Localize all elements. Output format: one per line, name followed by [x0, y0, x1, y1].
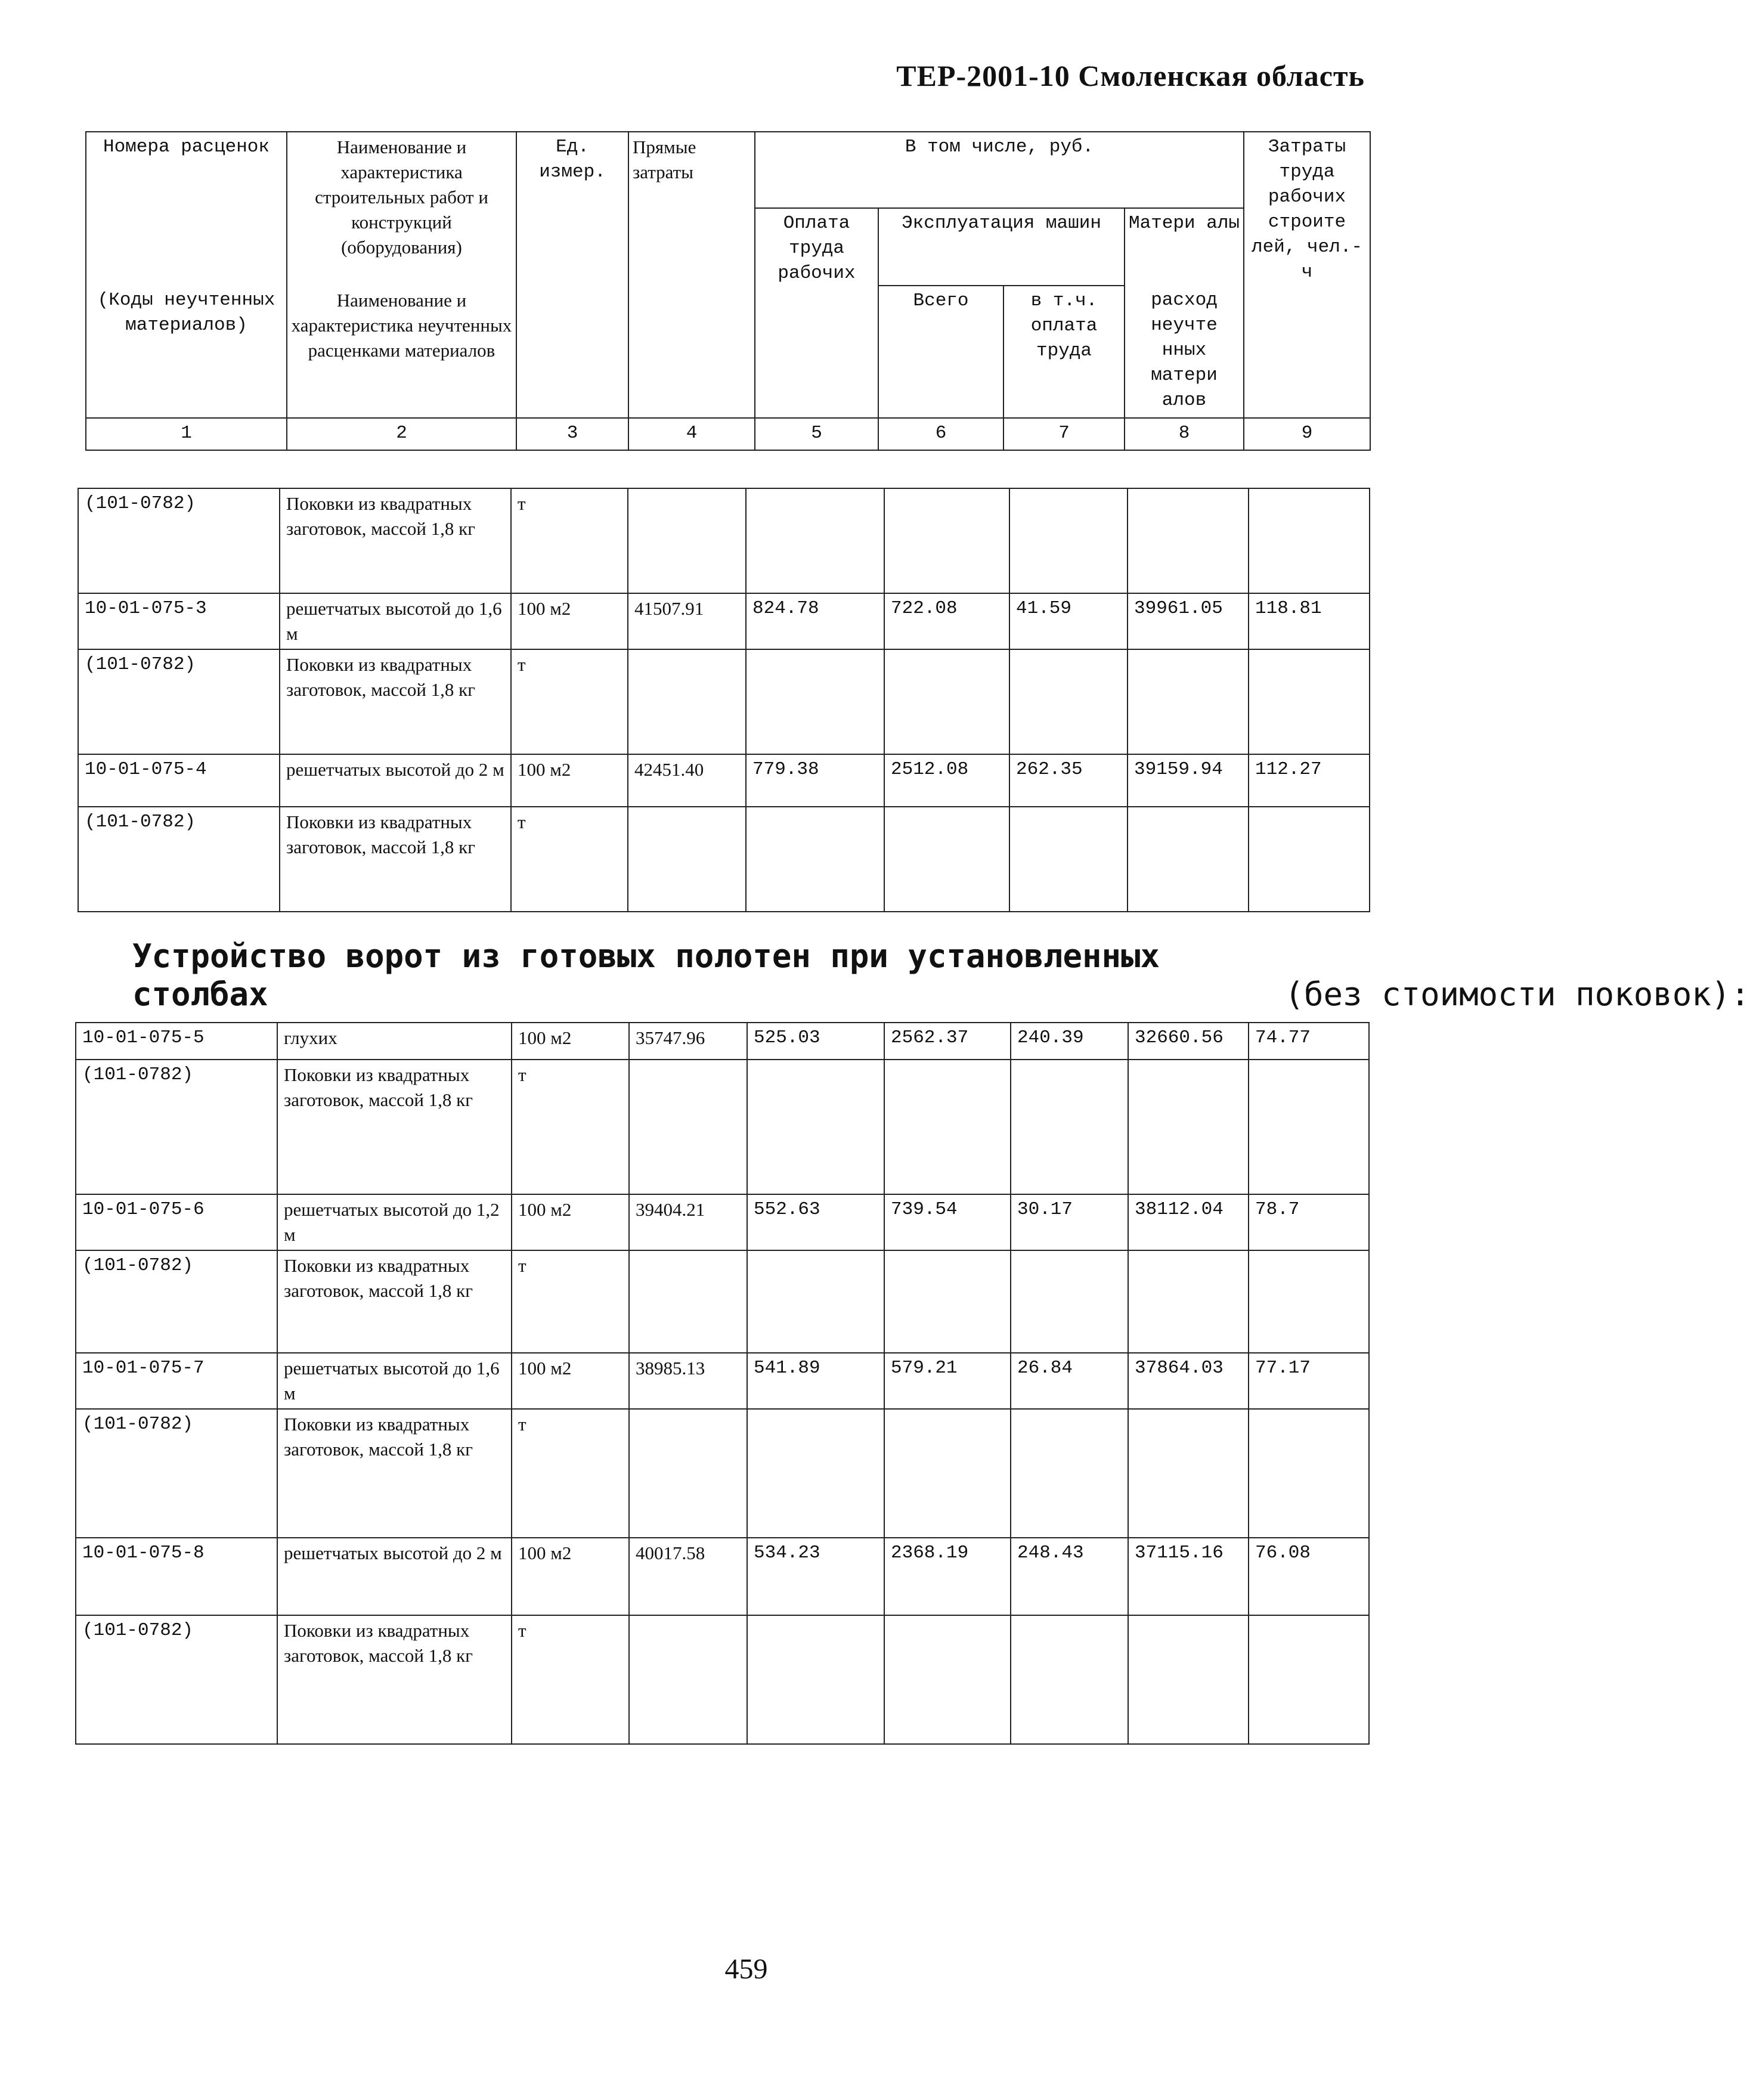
- section-title: [132, 937, 1750, 1014]
- table-row: [76, 1409, 1369, 1538]
- table-row: [78, 488, 1370, 593]
- row-machines: [884, 488, 1009, 593]
- row-materials: [1128, 1409, 1249, 1538]
- rates-table-2: [75, 1022, 1370, 1745]
- row-code: (101-0782): [78, 807, 280, 912]
- row-direct: 35747.96: [629, 1023, 747, 1060]
- row-hours: [1249, 649, 1370, 754]
- row-materials: 39961.05: [1128, 593, 1249, 649]
- row-unit: 100 м2: [512, 1353, 629, 1409]
- row-hours: 112.27: [1249, 754, 1370, 807]
- header-code-label: Номера расценок: [86, 132, 287, 208]
- row-code: (101-0782): [76, 1615, 277, 1744]
- row-machines: [884, 1060, 1011, 1194]
- header-direct-costs-label: Прямые затраты: [628, 132, 755, 418]
- row-unit: 100 м2: [512, 1023, 629, 1060]
- table-row: [76, 1194, 1369, 1250]
- header-unaccounted-codes-label: (Коды неучтенных материалов): [86, 286, 287, 418]
- row-materials: [1128, 807, 1249, 912]
- column-number: 8: [1125, 418, 1244, 450]
- row-machines-labor: 248.43: [1011, 1538, 1128, 1615]
- row-hours: [1249, 1060, 1369, 1194]
- header-group-label: В том числе, руб.: [755, 132, 1244, 208]
- row-materials: 32660.56: [1128, 1023, 1249, 1060]
- row-machines: 739.54: [884, 1194, 1011, 1250]
- page-header-title: ТЕР-2001-10 Смоленская область: [896, 59, 1365, 92]
- row-unit: 100 м2: [512, 1538, 629, 1615]
- row-unit: т: [511, 649, 628, 754]
- row-unit: т: [511, 807, 628, 912]
- row-materials: 39159.94: [1128, 754, 1249, 807]
- row-code: 10-01-075-4: [78, 754, 280, 807]
- row-labor: [747, 1409, 884, 1538]
- rates-table-1: [78, 488, 1370, 912]
- row-name: решетчатых высотой до 1,6 м: [280, 593, 511, 649]
- column-number: 6: [878, 418, 1003, 450]
- row-code: (101-0782): [76, 1060, 277, 1194]
- row-labor: [746, 807, 884, 912]
- column-number: 4: [628, 418, 755, 450]
- header-machines-total-label: Всего: [878, 286, 1003, 418]
- row-direct: [629, 1615, 747, 1744]
- header-spacer: [86, 208, 287, 286]
- row-unit: т: [512, 1060, 629, 1194]
- header-name-label: Наименование и характеристика строительных работ и конструкций (оборудования): [287, 132, 516, 286]
- header-unit-label: Ед. измер.: [516, 132, 628, 418]
- row-direct: 38985.13: [629, 1353, 747, 1409]
- row-machines-labor: 41.59: [1009, 593, 1128, 649]
- table-row: [76, 1250, 1369, 1353]
- row-unit: 100 м2: [511, 593, 628, 649]
- row-labor: 552.63: [747, 1194, 884, 1250]
- row-hours: [1249, 1409, 1369, 1538]
- row-unit: т: [512, 1250, 629, 1353]
- row-labor: 534.23: [747, 1538, 884, 1615]
- row-name: Поковки из квадратных заготовок, массой 1,8 кг: [277, 1060, 512, 1194]
- row-name: Поковки из квадратных заготовок, массой 1,8 кг: [280, 488, 511, 593]
- row-direct: 42451.40: [628, 754, 746, 807]
- row-machines: [884, 1409, 1011, 1538]
- row-machines-labor: [1011, 1615, 1128, 1744]
- table-row: [78, 754, 1370, 807]
- column-header-table: [85, 131, 1371, 451]
- section-title-bold: Устройство ворот из готовых полотен при установленных столбах: [132, 937, 1160, 1013]
- row-unit: 100 м2: [512, 1194, 629, 1250]
- row-name: Поковки из квадратных заготовок, массой 1,8 кг: [280, 649, 511, 754]
- row-unit: т: [512, 1409, 629, 1538]
- row-machines: [884, 1615, 1011, 1744]
- table-row: [78, 807, 1370, 912]
- row-direct: [629, 1409, 747, 1538]
- row-labor: [747, 1615, 884, 1744]
- row-name: Поковки из квадратных заготовок, массой 1,8 кг: [277, 1250, 512, 1353]
- column-number: 7: [1003, 418, 1125, 450]
- header-machines-group-label: Эксплуатация машин: [878, 208, 1125, 286]
- column-number: 1: [86, 418, 287, 450]
- row-code: (101-0782): [78, 488, 280, 593]
- row-machines: 2512.08: [884, 754, 1009, 807]
- row-machines-labor: [1011, 1250, 1128, 1353]
- header-labor-label: Оплата труда рабочих: [755, 208, 878, 418]
- row-machines: 722.08: [884, 593, 1009, 649]
- table-row: [76, 1023, 1369, 1060]
- row-machines-labor: 30.17: [1011, 1194, 1128, 1250]
- row-labor: 541.89: [747, 1353, 884, 1409]
- table-row: [76, 1353, 1369, 1409]
- row-direct: [629, 1060, 747, 1194]
- row-materials: 37864.03: [1128, 1353, 1249, 1409]
- row-machines-labor: [1011, 1409, 1128, 1538]
- row-unit: т: [511, 488, 628, 593]
- row-machines: [884, 1250, 1011, 1353]
- row-code: 10-01-075-6: [76, 1194, 277, 1250]
- row-labor: [747, 1250, 884, 1353]
- row-hours: [1249, 1615, 1369, 1744]
- header-machines-labor-label: в т.ч. оплата труда: [1003, 286, 1125, 418]
- column-number: 3: [516, 418, 628, 450]
- section-title-note: (без стоимости поковок):: [1265, 975, 1750, 1013]
- row-machines-labor: [1009, 649, 1128, 754]
- page-number: 459: [724, 1953, 768, 1985]
- row-labor: [747, 1060, 884, 1194]
- row-machines: 2368.19: [884, 1538, 1011, 1615]
- row-hours: 118.81: [1249, 593, 1370, 649]
- row-name: Поковки из квадратных заготовок, массой 1,8 кг: [277, 1615, 512, 1744]
- row-direct: 41507.91: [628, 593, 746, 649]
- row-code: 10-01-075-3: [78, 593, 280, 649]
- row-direct: 40017.58: [629, 1538, 747, 1615]
- header-unaccounted-materials-label: расход неучте нных матери алов: [1125, 286, 1244, 418]
- row-code: 10-01-075-5: [76, 1023, 277, 1060]
- row-materials: 37115.16: [1128, 1538, 1249, 1615]
- row-hours: [1249, 1250, 1369, 1353]
- table-row: [76, 1538, 1369, 1615]
- row-labor: 779.38: [746, 754, 884, 807]
- column-number: 2: [287, 418, 516, 450]
- row-direct: [628, 649, 746, 754]
- row-materials: [1128, 649, 1249, 754]
- row-name: Поковки из квадратных заготовок, массой 1,8 кг: [280, 807, 511, 912]
- row-name: решетчатых высотой до 2 м: [277, 1538, 512, 1615]
- row-labor: 824.78: [746, 593, 884, 649]
- row-materials: 38112.04: [1128, 1194, 1249, 1250]
- row-machines-labor: 262.35: [1009, 754, 1128, 807]
- row-code: 10-01-075-7: [76, 1353, 277, 1409]
- row-machines: [884, 807, 1009, 912]
- row-labor: 525.03: [747, 1023, 884, 1060]
- row-materials: [1128, 1060, 1249, 1194]
- row-name: Поковки из квадратных заготовок, массой 1,8 кг: [277, 1409, 512, 1538]
- row-unit: 100 м2: [511, 754, 628, 807]
- row-machines: [884, 649, 1009, 754]
- row-machines: 579.21: [884, 1353, 1011, 1409]
- column-number: 9: [1244, 418, 1370, 450]
- table-row: [78, 593, 1370, 649]
- header-materials-label: Матери алы: [1125, 208, 1244, 286]
- row-unit: т: [512, 1615, 629, 1744]
- row-machines-labor: 240.39: [1011, 1023, 1128, 1060]
- header-unaccounted-name-label: Наименование и характеристика неучтенных расценками материалов: [287, 286, 516, 418]
- row-hours: [1249, 807, 1370, 912]
- row-machines: 2562.37: [884, 1023, 1011, 1060]
- row-materials: [1128, 1615, 1249, 1744]
- row-direct: [628, 807, 746, 912]
- row-machines-labor: 26.84: [1011, 1353, 1128, 1409]
- row-code: (101-0782): [76, 1250, 277, 1353]
- row-name: решетчатых высотой до 1,2 м: [277, 1194, 512, 1250]
- row-hours: 77.17: [1249, 1353, 1369, 1409]
- row-direct: 39404.21: [629, 1194, 747, 1250]
- row-name: глухих: [277, 1023, 512, 1060]
- row-direct: [628, 488, 746, 593]
- row-name: решетчатых высотой до 1,6 м: [277, 1353, 512, 1409]
- row-labor: [746, 488, 884, 593]
- header-hours-label: Затраты труда рабочих строите лей, чел.-ч: [1244, 132, 1370, 418]
- row-machines-labor: [1009, 488, 1128, 593]
- row-code: (101-0782): [76, 1409, 277, 1538]
- row-machines-labor: [1011, 1060, 1128, 1194]
- row-hours: 74.77: [1249, 1023, 1369, 1060]
- table-row: [76, 1060, 1369, 1194]
- row-materials: [1128, 1250, 1249, 1353]
- row-materials: [1128, 488, 1249, 593]
- row-hours: 76.08: [1249, 1538, 1369, 1615]
- column-number: 5: [755, 418, 878, 450]
- row-name: решетчатых высотой до 2 м: [280, 754, 511, 807]
- row-code: 10-01-075-8: [76, 1538, 277, 1615]
- row-hours: 78.7: [1249, 1194, 1369, 1250]
- row-labor: [746, 649, 884, 754]
- row-direct: [629, 1250, 747, 1353]
- row-machines-labor: [1009, 807, 1128, 912]
- table-row: [78, 649, 1370, 754]
- table-row: [76, 1615, 1369, 1744]
- row-code: (101-0782): [78, 649, 280, 754]
- row-hours: [1249, 488, 1370, 593]
